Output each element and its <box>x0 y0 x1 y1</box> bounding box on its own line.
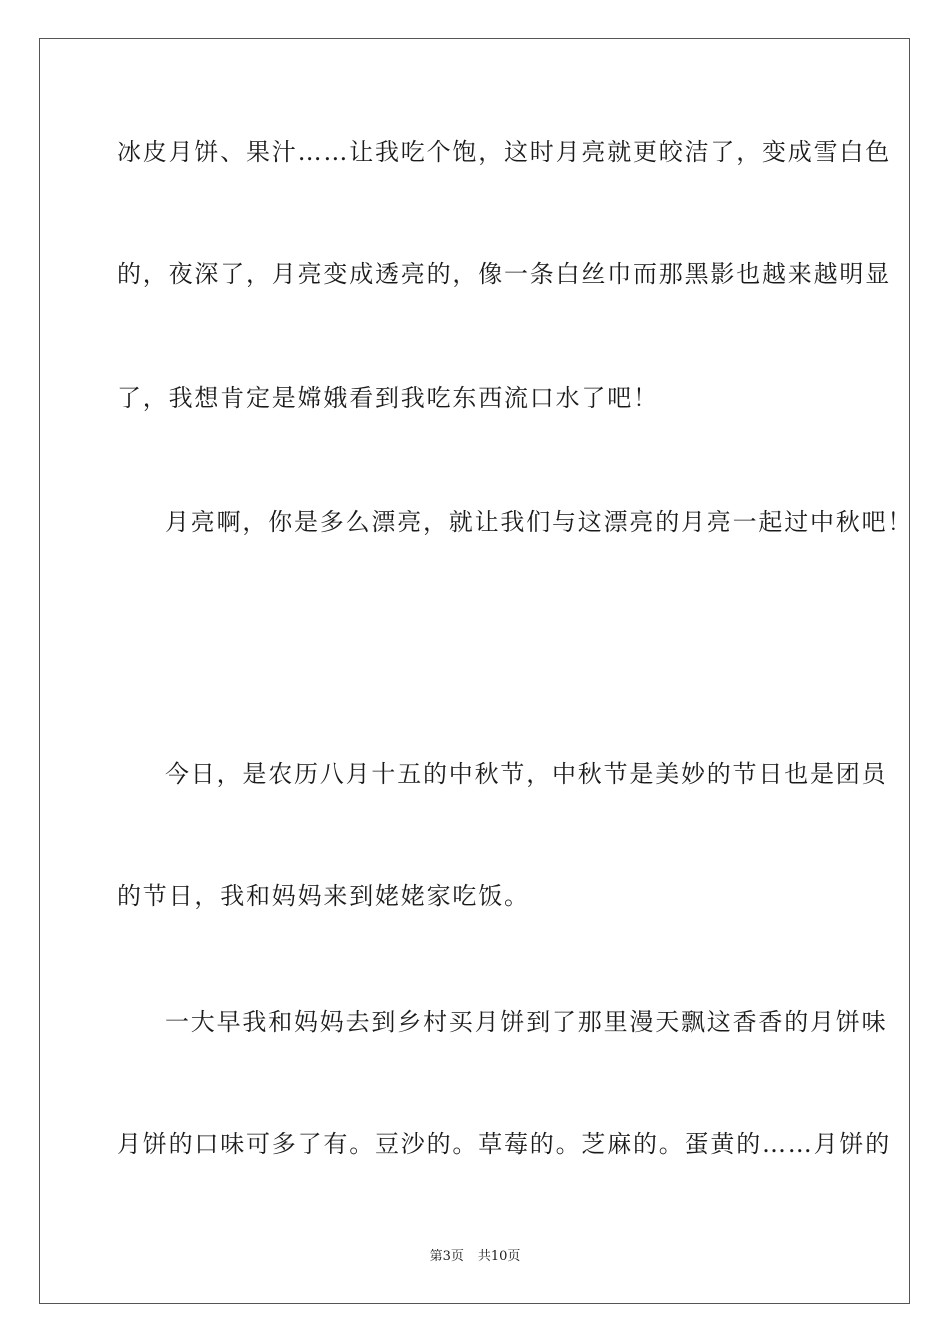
text-line: 月亮啊，你是多么漂亮，就让我们与这漂亮的月亮一起过中秋吧！ <box>165 508 914 536</box>
page-total: 共10页 <box>477 1249 521 1264</box>
text-line: 了，我想肯定是嫦娥看到我吃东西流口水了吧！ <box>117 384 659 412</box>
text-line: 的，夜深了，月亮变成透亮的，像一条白丝巾而那黑影也越来越明显 <box>117 260 891 288</box>
text-line: 今日，是农历八月十五的中秋节，中秋节是美妙的节日也是团员 <box>165 760 888 788</box>
page-footer <box>0 1248 950 1266</box>
text-line: 冰皮月饼、果汁……让我吃个饱，这时月亮就更皎洁了，变成雪白色 <box>117 138 891 166</box>
page-border <box>39 38 910 1304</box>
page-number: 第3页 <box>429 1249 464 1264</box>
text-line: 的节日，我和妈妈来到姥姥家吃饭。 <box>117 882 530 910</box>
text-line: 月饼的口味可多了有。豆沙的。草莓的。芝麻的。蛋黄的……月饼的 <box>117 1130 891 1158</box>
text-line: 一大早我和妈妈去到乡村买月饼到了那里漫天飘这香香的月饼味 <box>165 1008 888 1036</box>
